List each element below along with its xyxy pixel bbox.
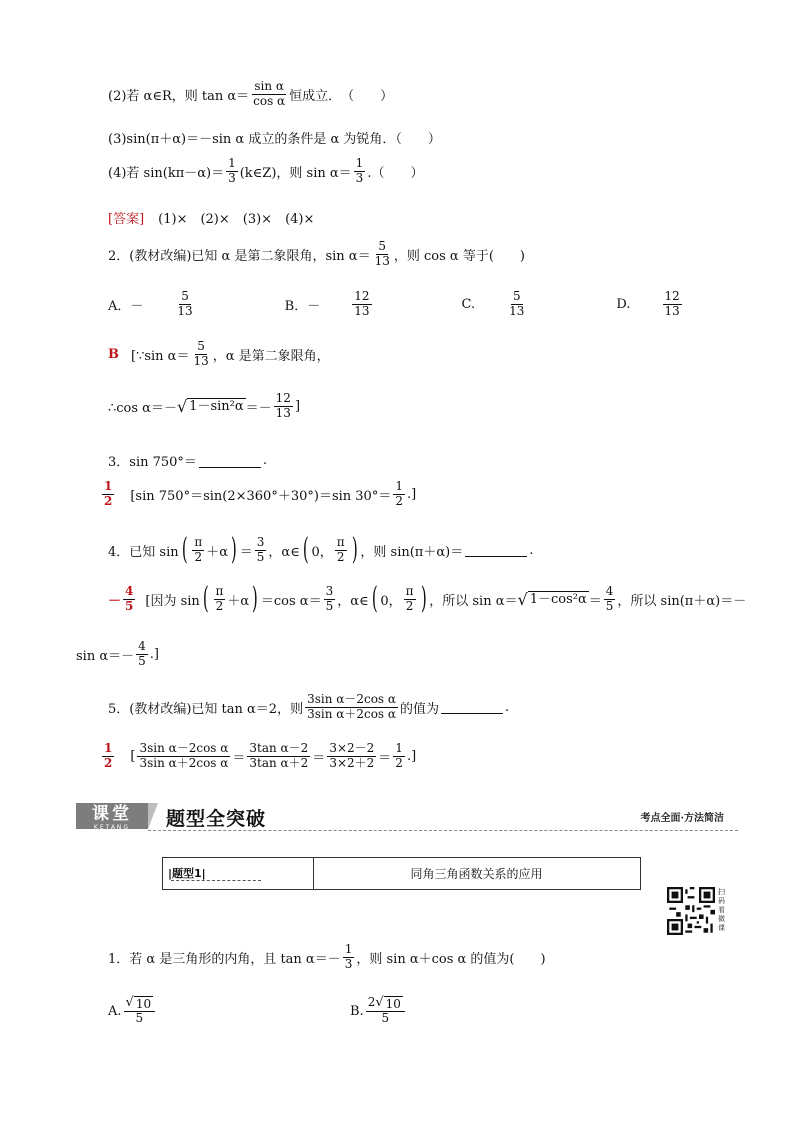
answer-blank (465, 543, 527, 557)
qr-code-icon[interactable] (667, 887, 715, 935)
question-2-solution-2: ∴cos α＝－ √ 1－sin²α ＝－ $\frac{12}{13}$ ] (108, 391, 301, 420)
answer-line (108, 208, 314, 227)
banner-notch (148, 803, 158, 829)
topic-label: |题型1| (168, 867, 206, 880)
option-b: B．－ $\frac{12}{13}$ (284, 289, 370, 318)
practice-question-1: 1．若 α 是三角形的内角，且 tan α＝－ $\frac{1}{3}$ ，则 sin α＋cos α 的值为( ) (108, 942, 546, 971)
option-a: A．－ $\frac{5}{13}$ (108, 289, 193, 318)
answer-text: (1)× (2)× (3)× (4)× (158, 212, 315, 227)
fraction: $\frac{\text{sin α}}{\text{cos α}}$ (253, 79, 286, 108)
answer-label: [答案] (108, 212, 145, 227)
statement-3: (3)sin(π＋α)＝－sin α 成立的条件是 α 为锐角．（ ） (108, 132, 441, 147)
banner-tag: 课堂 KETANG (76, 803, 148, 829)
fraction: $\frac{1}{3}$ (228, 156, 236, 185)
topic-title: 同角三角函数关系的应用 (410, 867, 543, 881)
question-3: 3．sin 750°＝ . (108, 453, 268, 470)
statement-2: (2)若 α∈R，则 tan α＝ $\frac{\text{sin α}}{\text{cos α}}$ 恒成立． （ ） (108, 79, 394, 108)
practice-option-a: A. √ 10 5 (108, 996, 157, 1026)
topic-label-underline (171, 880, 261, 881)
question-4-solution: － $\frac{4}{5}$ [因为 sin ( $\frac{\pi}{2}$ ＋α ) ＝cos α＝ $\frac{3}{5}$ ，α∈ ( 0， $\frac{\pi}{2}$ ) ，所以 sin α＝ √ 1－cos²α ＝ $\frac{4}{5}$ ，所以 sin(π＋α)＝－ (108, 581, 747, 616)
answer-fraction: $\frac{4}{5}$ (125, 583, 134, 613)
answer-blank (199, 454, 261, 468)
option-d: D. $\frac{12}{13}$ (616, 289, 680, 318)
answer-fraction: $\frac{1}{2}$ (104, 741, 113, 770)
fraction: $\frac{1}{3}$ (355, 156, 364, 185)
section-banner (76, 803, 738, 833)
question-2-options (108, 290, 772, 319)
statement-4: (4)若 sin(kπ－α)＝ $\frac{1}{3}$ (k∈Z)，则 sin α＝ $\frac{1}{3}$ .（ ） (108, 156, 424, 185)
question-4: 4．已知 sin ( $\frac{\pi}{2}$ ＋α ) ＝ $\frac{3}{5}$ ，α∈ ( 0， $\frac{\pi}{2}$ ) ，则 sin(π＋α)＝ . (108, 532, 534, 567)
question-5-solution: $\frac{1}{2}$ [ $\frac{\text{3sin α－2cos α}}{\text{3sin α＋2cos α}}$ ＝ $\frac{\text{3tan α－2}}{\text{3tan α＋2}}$ ＝ $\frac{3\times 2-2}{3\times 2+2}$ ＝ $\frac{1}{2}$ .] (104, 741, 417, 770)
question-2-solution-1: B [∵sin α＝ $\frac{5}{13}$ ，α 是第二象限角， (108, 339, 330, 368)
banner-rule (148, 830, 738, 831)
fraction: $\frac{5}{13}$ (374, 239, 390, 268)
question-4-solution-2: sin α＝－ $\frac{4}{5}$ .] (76, 639, 159, 668)
question-2: 2．(教材改编)已知 α 是第二象限角，sin α＝ $\frac{5}{13}$ ，则 cos α 等于( ) (108, 239, 525, 268)
topic-box (162, 857, 641, 890)
question-5: 5．(教材改编)已知 tan α＝2，则 $\frac{\text{3sin α－2cos α}}{\text{3sin α＋2cos α}}$ 的值为 . (108, 692, 510, 721)
answer-fraction: $\frac{1}{2}$ (104, 479, 113, 508)
banner-subtitle: 考点全面·方法简洁 (640, 813, 724, 824)
practice-option-b: B. 2 √ 10 5 (350, 996, 407, 1026)
banner-title: 题型全突破 (166, 808, 267, 830)
sqrt: √ 1－sin²α (176, 396, 244, 416)
qr-caption: 扫码看微课 (718, 888, 725, 932)
option-c: C. $\frac{5}{13}$ (461, 289, 525, 318)
answer-letter: B (108, 346, 119, 362)
question-3-solution: $\frac{1}{2}$ [sin 750°＝sin(2×360°＋30°)＝sin 30°＝ $\frac{1}{2}$ .] (104, 479, 417, 508)
answer-blank (441, 700, 503, 714)
